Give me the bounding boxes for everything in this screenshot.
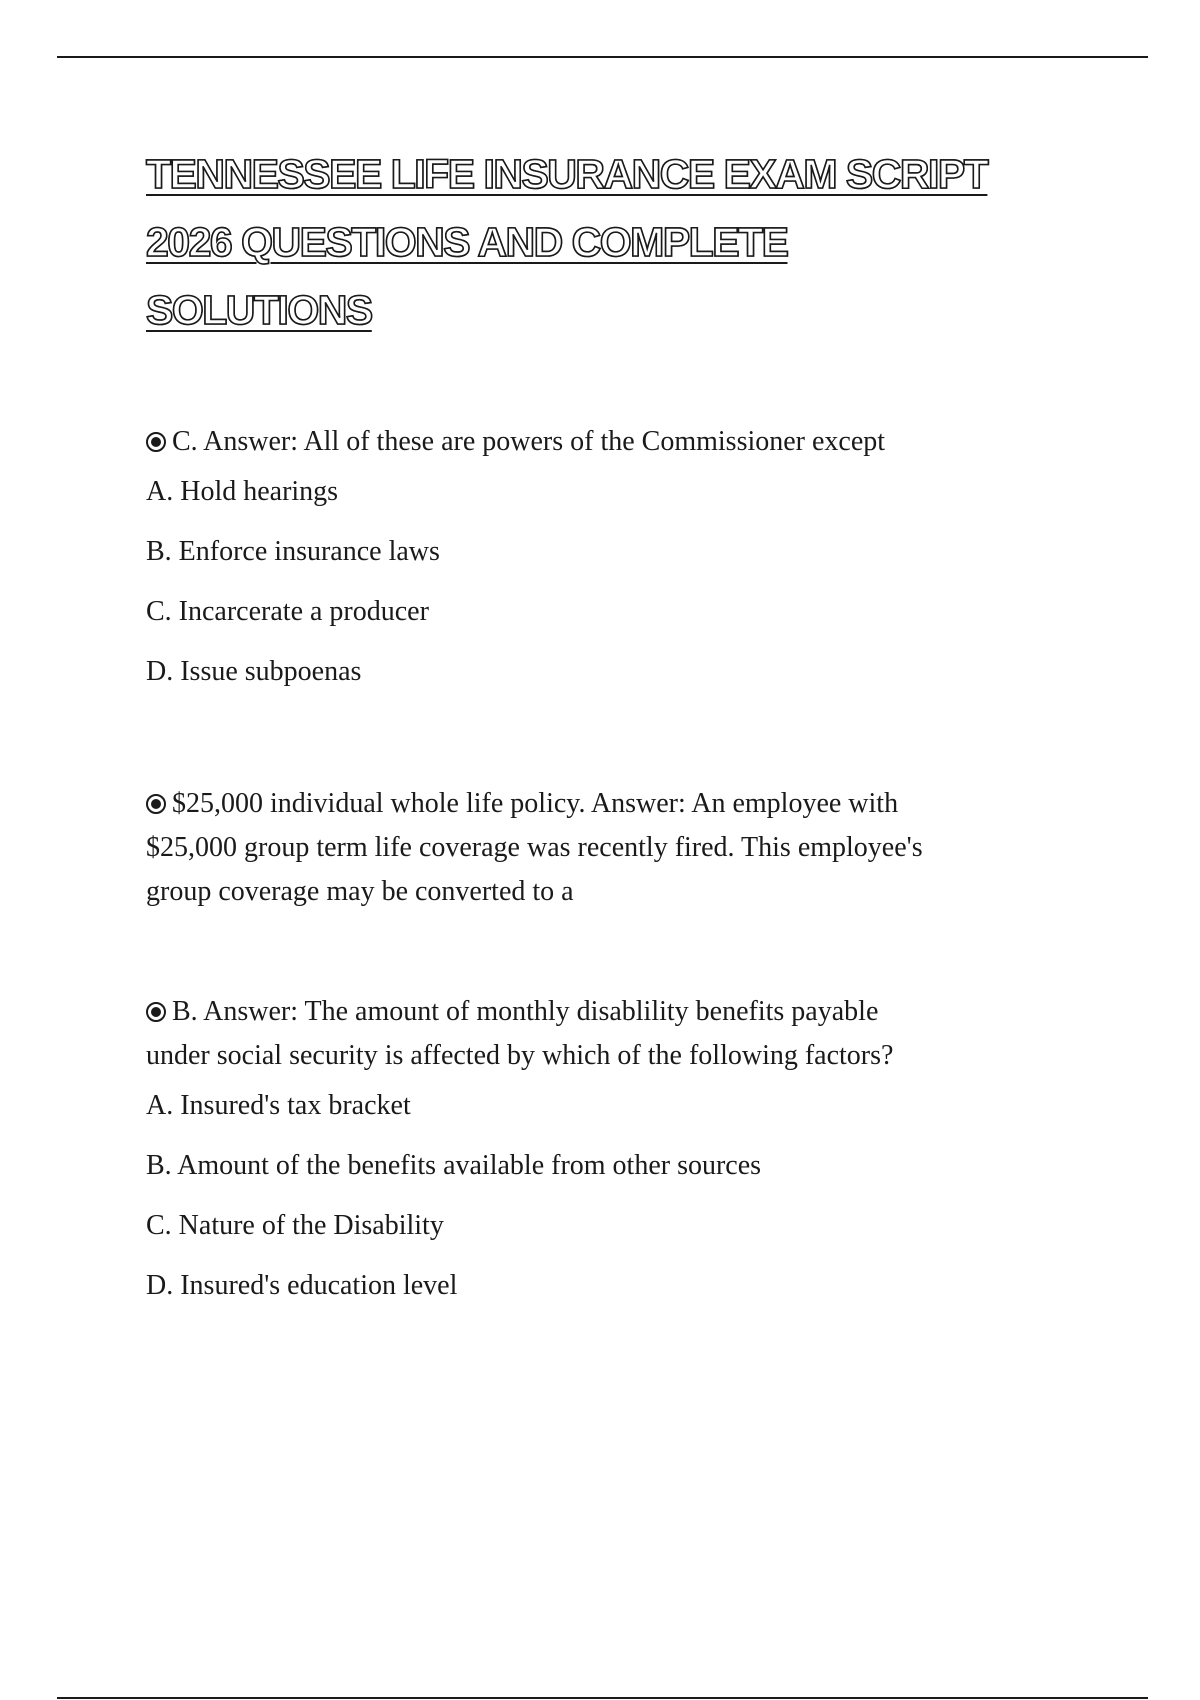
- question-text-line-3: group coverage may be converted to a: [146, 876, 574, 907]
- question-block-1: [146, 420, 1096, 718]
- radio-bullet-icon: [146, 1002, 166, 1022]
- answer-option-b: B. Amount of the benefits available from other sources: [146, 1150, 762, 1181]
- answer-option-c: C. Nature of the Disability: [146, 1210, 444, 1241]
- title-line-2: 2026 QUESTIONS AND COMPLETE: [146, 219, 788, 265]
- top-rule: [57, 56, 1148, 58]
- document-title: [146, 140, 1046, 344]
- answer-option-b: B. Enforce insurance laws: [146, 536, 440, 567]
- answer-option-d: D. Issue subpoenas: [146, 656, 362, 687]
- question-text: C. Answer: All of these are powers of the Commissioner except: [146, 420, 1096, 464]
- question-text: B. Answer: The amount of monthly disablility benefits payable: [146, 990, 1096, 1034]
- answer-option-d: D. Insured's education level: [146, 1270, 458, 1301]
- radio-bullet-icon: [146, 794, 166, 814]
- bottom-rule: [57, 1697, 1148, 1699]
- answer-option-a: A. Hold hearings: [146, 476, 339, 507]
- title-line-1: TENNESSEE LIFE INSURANCE EXAM SCRIPT: [146, 151, 988, 197]
- answer-option-c: C. Incarcerate a producer: [146, 596, 429, 627]
- question-text: $25,000 individual whole life policy. Answer: An employee with: [146, 782, 1096, 826]
- question-block-2: [146, 782, 1096, 914]
- question-text-line-2: under social security is affected by which of the following factors?: [146, 1040, 894, 1071]
- question-block-3: [146, 990, 1096, 1332]
- radio-bullet-icon: [146, 432, 166, 452]
- question-text-line-2: $25,000 group term life coverage was recently fired. This employee's: [146, 832, 923, 863]
- answer-option-a: A. Insured's tax bracket: [146, 1090, 411, 1121]
- title-line-3: SOLUTIONS: [146, 287, 372, 333]
